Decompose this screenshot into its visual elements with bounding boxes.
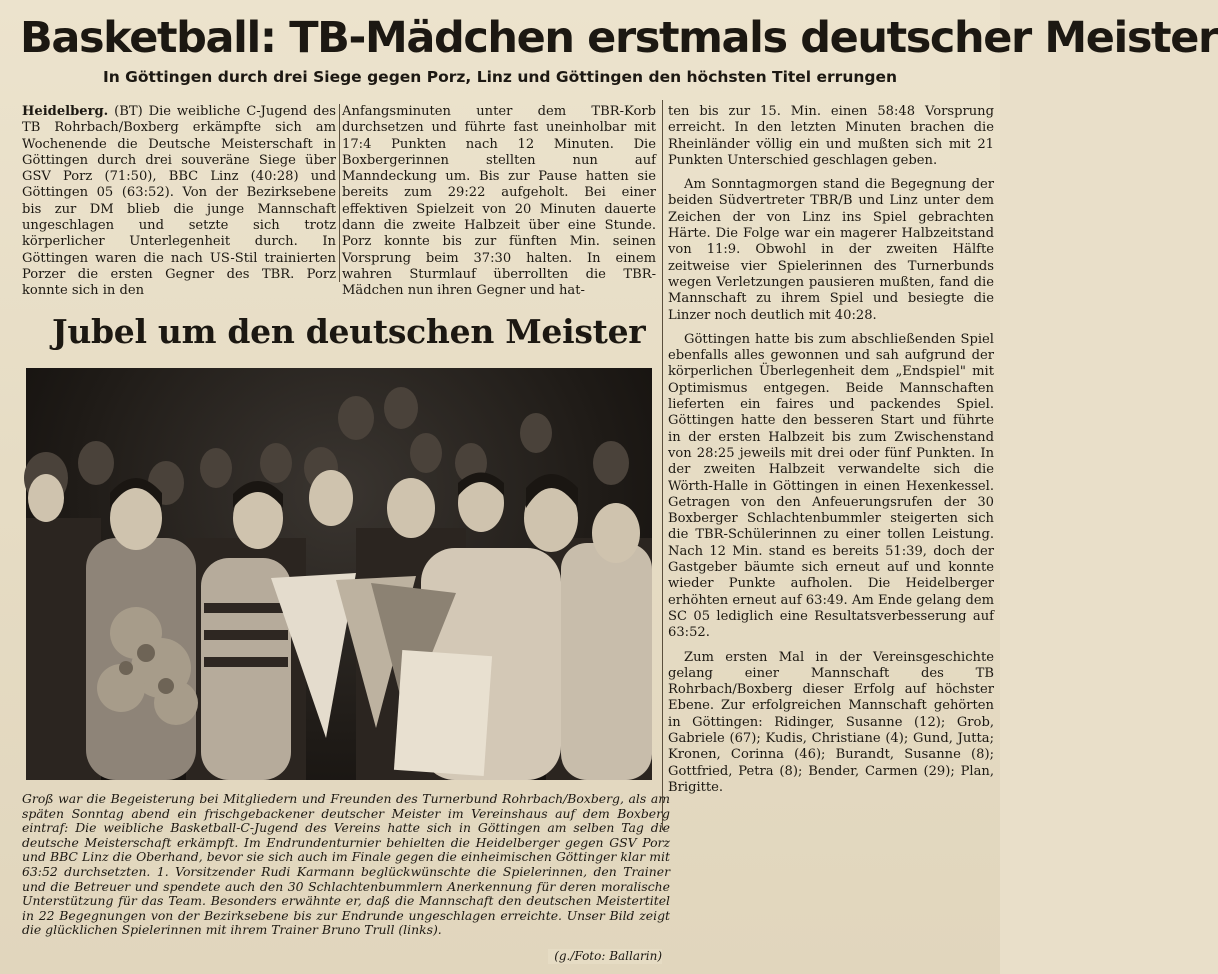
column-divider	[662, 100, 663, 830]
column-2-text: Anfangsminuten unter dem TBR-Korb durchsetzen und führte fast uneinholbar mit 17:4 Punkten nach 12 Minuten. Die Boxbergerinnen stellten nun auf Manndeckung um. Bis zur Pause hatten sie bereits zum 29:22 aufgeholt. Bei einer effektiven Spielzeit von 20 Minuten dauerte dann die zweite Halbzeit über eine Stunde. Porz konnte bis zur fünften Min. seinen Vorsprung beim 37:30 halten. In einem wahren Sturmlauf überrollten die TBR-Mädchen nun ihren Gegner und hat-	[342, 104, 656, 299]
subheadline: In Göttingen durch drei Siege gegen Porz, Linz und Göttingen den höchsten Titel errungen	[102, 68, 898, 86]
headline: Basketball: TB-Mädchen erstmals deutscher Meister	[20, 13, 1218, 63]
team-photo-illustration	[26, 368, 652, 780]
article-paragraph: Zum ersten Mal in der Vereinsgeschichte gelang einer Mannschaft des TB Rohrbach/Boxberg dieser Erfolg auf höchster Ebene. Zur erfolgreichen Mannschaft gehörten in Göttingen: Ridinger, Susanne (12); Grob, Gabriele (67); Kudis, Christiane (4); Gund, Jutta; Kronen, Corinna (46); Burandt, Susanne (8); Gottfried, Petra (8); Bender, Carmen (29); Plan, Brigitte.	[668, 649, 994, 795]
article-column-1	[22, 104, 336, 299]
caption-text: Groß war die Begeisterung bei Mitgliedern und Freunden des Turnerbund Rohrbach/Boxberg, als am späten Sonntag abend ein frischgebackener deutscher Meister im Vereinshaus auf dem Boxberg eintraf: Die weibliche Basketball-C-Jugend des Vereins hatte sich in Göttingen am selben Tag die deutsche Meisterschaft erkämpft. Im Endrundenturnier behielten die Heidelberger gegen GSV Porz und BBC Linz die Oberhand, bevor sie sich auch im Finale gegen die einheimischen Göttinger klar mit 63:52 durchsetzten. 1. Vorsitzender Rudi Karmann beglückwünschte die Spielerinnen, den Trainer und die Betreuer und spendete auch den 30 Schlachtenbummlern Anerkennung für deren moralische Unterstützung für das Team. Besonders erwähnte er, daß die Mannschaft den deutschen Meistertitel in 22 Begegnungen von der Bezirksebene bis zur Endrunde ungeschlagen erreichte. Unser Bild zeigt die glücklichen Spielerinnen mit ihrem Trainer Bruno Trull (links).	[22, 791, 670, 938]
article-column-2	[342, 104, 656, 299]
article-paragraph	[22, 104, 336, 300]
team-photo	[26, 368, 652, 780]
article-paragraph: Göttingen hatte bis zum abschließenden Spiel ebenfalls alles gewonnen und sah aufgrund der körperlichen Überlegenheit dem „Endspiel" mit Optimismus entgegen. Beide Mannschaften lieferten ein faires und packendes Spiel. Göttingen hatte den besseren Start und führte in der ersten Halbzeit bis zum Zwischenstand von 28:25 jeweils mit drei oder fünf Punkten. In der zweiten Halbzeit verwandelte sich die Wörth-Halle in Göttingen in einen Hexenkessel. Getragen von den Anfeuerungsrufen der 30 Boxberger Schlachtenbummler steigerten sich die TBR-Schülerinnen zu einer tollen Leistung. Nach 12 Min. stand es bereits 51:39, doch der Gastgeber bäumte sich erneut auf und konnte wieder Punkte aufholen. Die Heidelberger erhöhten erneut auf 63:49. Am Ende gelang dem SC 05 lediglich eine Resultatsverbesserung auf 63:52.	[668, 331, 994, 641]
photo-credit: (g./Foto: Ballarin)	[548, 949, 662, 964]
article-paragraph: Am Sonntagmorgen stand die Begegnung der beiden Südvertreter TBR/B und Linz unter dem Zeichen der von Linz ins Spiel gebrachten Härte. Die Folge war ein magerer Halbzeitstand von 11:9. Obwohl in der zweiten Hälfte zeitweise vier Spielerinnen des Turnerbunds wegen Verletzungen pausieren mußten, fand die Mannschaft zu ihrem Spiel und besiegte die Linzer noch deutlich mit 40:28.	[668, 177, 994, 323]
article-column-3	[668, 104, 994, 834]
photo-caption	[22, 792, 670, 964]
column-divider	[339, 104, 340, 282]
article-paragraph: ten bis zur 15. Min. einen 58:48 Vorsprung erreicht. In den letzten Minuten brachen die Rheinländer völlig ein und mußten sich mit 21 Punkten Unterschied geschlagen geben.	[668, 104, 994, 168]
column-1-text: (BT) Die weibliche C-Jugend des TB Rohrbach/Boxberg erkämpfte sich am Wochenende die Deutsche Meisterschaft in Göttingen durch drei souveräne Siege über GSV Porz (71:50), BBC Linz (40:28) und Göttingen 05 (63:52). Von der Bezirksebene bis zur DM blieb die junge Mannschaft ungeschlagen und setzte sich trotz körperlicher Unterlegenheit durch. In Göttingen waren die nach US-Stil trainierten Porzer die ersten Gegner des TBR. Porz konnte sich in den	[22, 104, 336, 299]
dateline: Heidelberg.	[22, 104, 109, 119]
photo-headline: Jubel um den deutschen Meister	[52, 312, 646, 351]
